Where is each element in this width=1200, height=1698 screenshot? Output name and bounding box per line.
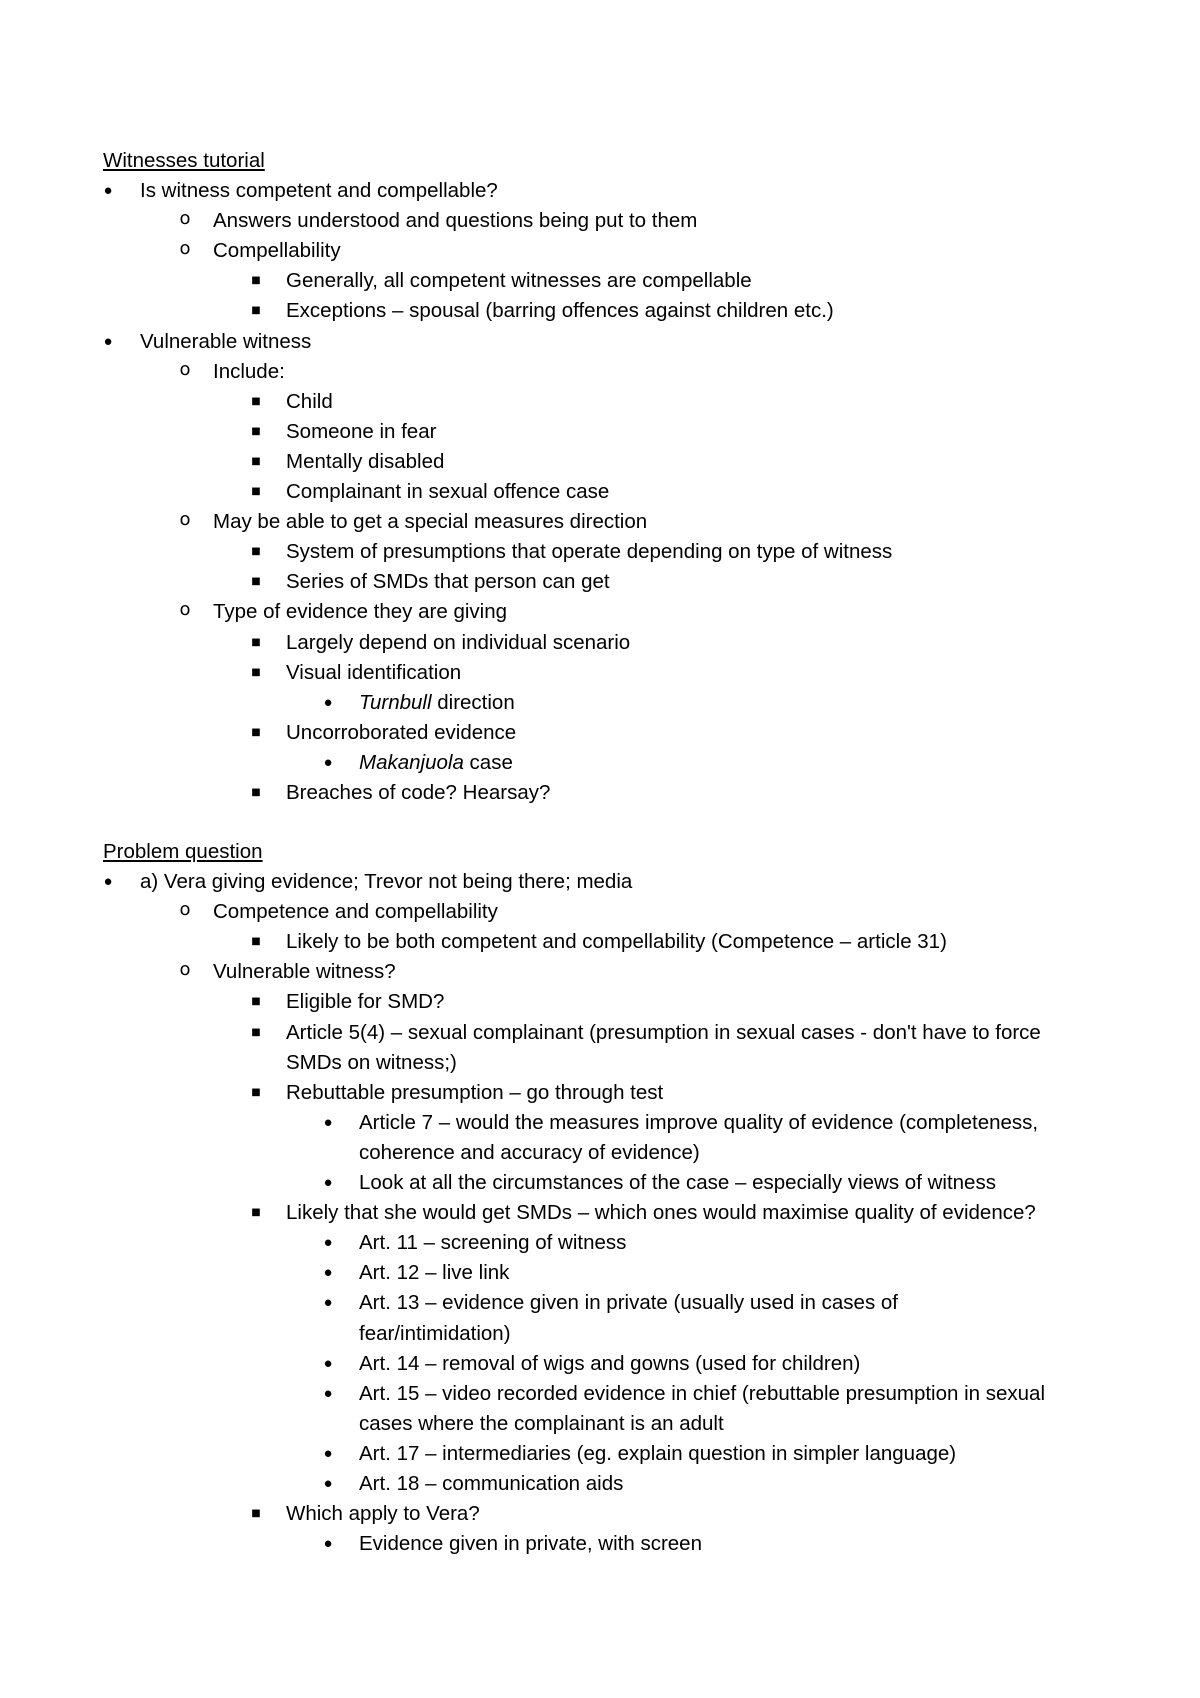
bullet-disc-icon: ● xyxy=(323,1535,333,1553)
list-item-text: Vulnerable witness xyxy=(140,329,312,353)
list-item xyxy=(359,1228,626,1258)
list-item xyxy=(286,296,834,326)
bullet-circle-icon: o xyxy=(179,599,191,621)
bullet-square-icon: ■ xyxy=(251,486,261,497)
bullet-square-icon: ■ xyxy=(251,726,261,738)
list-item-text: Eligible for SMD? xyxy=(286,990,445,1014)
list-item xyxy=(286,987,444,1017)
list-item xyxy=(359,688,515,718)
list-item-text: Evidence given in private, with screen xyxy=(359,1532,702,1556)
list-item xyxy=(359,1108,1038,1138)
list-item-text: Is witness competent and compellable? xyxy=(140,179,498,202)
bullet-square-icon: ■ xyxy=(251,1026,261,1038)
list-item xyxy=(286,537,892,567)
list-item-text: case xyxy=(463,750,513,774)
list-item-text: Likely that she would get SMDs – which ones would maximise quality of evidence? xyxy=(286,1201,1036,1225)
list-item xyxy=(286,387,333,417)
list-item xyxy=(286,927,947,957)
bullet-disc-icon: ● xyxy=(323,1294,333,1312)
list-item xyxy=(286,778,550,808)
bullet-circle-icon: o xyxy=(179,208,191,230)
list-item-text: Type of evidence they are giving xyxy=(213,600,508,624)
list-item-text: Exceptions – spousal (barring offences against children etc.) xyxy=(286,299,834,323)
list-item-text: Article 5(4) – sexual complainant (presumption in sexual cases - don't have to force xyxy=(286,1020,1041,1044)
bullet-square-icon: ■ xyxy=(251,636,261,648)
list-item-text: Include: xyxy=(213,359,285,383)
list-item xyxy=(359,1439,956,1469)
list-item xyxy=(286,266,752,296)
list-item xyxy=(286,628,630,658)
list-item-text: Answers understood and questions being put to them xyxy=(213,209,698,233)
bullet-disc-icon: ● xyxy=(103,873,113,890)
list-item-text: Look at all the circumstances of the case – especially views of witness xyxy=(359,1171,996,1194)
list-item xyxy=(140,327,311,357)
list-item xyxy=(359,1379,1045,1409)
list-item xyxy=(286,1198,1036,1228)
list-item-text: Competence and compellability xyxy=(213,900,498,924)
bullet-square-icon: ■ xyxy=(251,787,261,798)
bullet-square-icon: ■ xyxy=(251,1086,261,1098)
list-item-text: Art. 11 – screening of witness xyxy=(359,1231,627,1255)
list-item-text: Art. 17 – intermediaries (eg. explain question in simpler language) xyxy=(359,1441,957,1465)
list-item xyxy=(213,206,697,236)
bullet-disc-icon: ● xyxy=(323,1264,333,1282)
bullet-square-icon: ■ xyxy=(251,576,261,588)
bullet-disc-icon: ● xyxy=(323,1174,333,1191)
case-name: Makanjuola xyxy=(359,750,464,774)
list-item-text: Mentally disabled xyxy=(286,449,445,473)
bullet-disc-icon: ● xyxy=(103,332,113,350)
list-item-text: Vulnerable witness? xyxy=(213,960,396,984)
bullet-disc-icon: ● xyxy=(323,1444,333,1462)
list-item-text: Likely to be both competent and compellability (Competence – article 31) xyxy=(286,930,947,954)
list-item xyxy=(359,1258,509,1288)
list-item xyxy=(286,1018,1041,1048)
list-item-text: May be able to get a special measures direction xyxy=(213,510,648,534)
bullet-circle-icon: o xyxy=(179,358,191,380)
list-item xyxy=(286,718,516,748)
bullet-disc-icon: ● xyxy=(323,1384,333,1402)
list-item xyxy=(359,1288,898,1318)
list-item-text: Uncorroborated evidence xyxy=(286,720,517,744)
bullet-square-icon: ■ xyxy=(251,666,261,678)
bullet-disc-icon: ● xyxy=(323,693,333,711)
bullet-disc-icon: ● xyxy=(323,1354,333,1372)
list-item-text: Breaches of code? Hearsay? xyxy=(286,781,551,804)
section-heading-witnesses-tutorial: Witnesses tutorial xyxy=(103,149,265,172)
section-heading-problem-question: Problem question xyxy=(103,840,263,863)
list-item xyxy=(286,658,461,688)
list-item xyxy=(286,477,609,507)
list-item xyxy=(213,507,647,537)
list-item-text: a) Vera giving evidence; Trevor not being there; media xyxy=(140,870,633,893)
list-item-text: System of presumptions that operate depending on type of witness xyxy=(286,540,893,564)
list-item xyxy=(213,897,498,927)
list-item xyxy=(359,1168,996,1198)
list-item-text: Art. 13 – evidence given in private (usually used in cases of xyxy=(359,1291,898,1315)
bullet-square-icon: ■ xyxy=(251,546,261,558)
list-item-text: cases where the complainant is an adult xyxy=(359,1411,724,1435)
list-item-continuation xyxy=(359,1319,511,1349)
list-item-text: Series of SMDs that person can get xyxy=(286,570,610,594)
list-item-continuation xyxy=(359,1409,724,1439)
list-item xyxy=(213,357,285,387)
list-item-text: Art. 14 – removal of wigs and gowns (used for children) xyxy=(359,1351,861,1375)
list-item xyxy=(140,867,632,897)
bullet-square-icon: ■ xyxy=(251,1508,261,1520)
list-item-text: Art. 18 – communication aids xyxy=(359,1472,624,1495)
list-item-continuation xyxy=(359,1138,700,1168)
case-name: Turnbull xyxy=(359,690,432,714)
bullet-disc-icon: ● xyxy=(323,1234,333,1252)
list-item-text: Largely depend on individual scenario xyxy=(286,630,631,654)
list-item-text: Article 7 – would the measures improve quality of evidence (completeness, xyxy=(359,1110,1039,1134)
list-item-text: Which apply to Vera? xyxy=(286,1502,480,1526)
list-item xyxy=(213,957,396,987)
bullet-square-icon: ■ xyxy=(251,425,261,437)
bullet-disc-icon: ● xyxy=(103,182,113,199)
list-item xyxy=(359,1349,860,1379)
list-item-text: coherence and accuracy of evidence) xyxy=(359,1140,700,1164)
bullet-disc-icon: ● xyxy=(323,1475,333,1492)
list-item-text: Compellability xyxy=(213,239,341,263)
bullet-square-icon: ■ xyxy=(251,395,261,407)
list-item xyxy=(286,447,444,477)
list-item xyxy=(286,1499,480,1529)
list-item-text: Child xyxy=(286,389,333,413)
list-item xyxy=(213,597,507,627)
bullet-square-icon: ■ xyxy=(251,1207,261,1219)
bullet-square-icon: ■ xyxy=(251,305,261,317)
list-item xyxy=(359,1469,623,1499)
bullet-square-icon: ■ xyxy=(251,996,261,1008)
list-item-continuation xyxy=(286,1048,457,1078)
list-item-text: fear/intimidation) xyxy=(359,1321,511,1345)
list-item xyxy=(286,1078,663,1108)
list-item-text: Generally, all competent witnesses are compellable xyxy=(286,269,752,293)
list-item xyxy=(359,748,513,778)
list-item xyxy=(140,176,498,206)
list-item xyxy=(286,417,436,447)
list-item xyxy=(213,236,341,266)
bullet-circle-icon: o xyxy=(179,959,191,981)
bullet-circle-icon: o xyxy=(179,899,191,921)
list-item-text: Someone in fear xyxy=(286,419,437,443)
list-item xyxy=(286,567,610,597)
list-item-text: direction xyxy=(431,690,515,714)
list-item-text: Visual identification xyxy=(286,660,462,684)
bullet-circle-icon: o xyxy=(179,509,191,531)
bullet-square-icon: ■ xyxy=(251,275,261,287)
list-item xyxy=(359,1529,702,1559)
list-item-text: Complainant in sexual offence case xyxy=(286,480,610,503)
bullet-disc-icon: ● xyxy=(323,1113,333,1131)
bullet-disc-icon: ● xyxy=(323,753,333,771)
bullet-circle-icon: o xyxy=(179,238,191,260)
list-item-text: Art. 12 – live link xyxy=(359,1261,510,1285)
bullet-square-icon: ■ xyxy=(251,936,261,948)
list-item-text: Rebuttable presumption – go through test xyxy=(286,1080,664,1104)
list-item-text: SMDs on witness;) xyxy=(286,1050,457,1074)
list-item-text: Art. 15 – video recorded evidence in chief (rebuttable presumption in sexual xyxy=(359,1381,1046,1405)
bullet-square-icon: ■ xyxy=(251,455,261,467)
